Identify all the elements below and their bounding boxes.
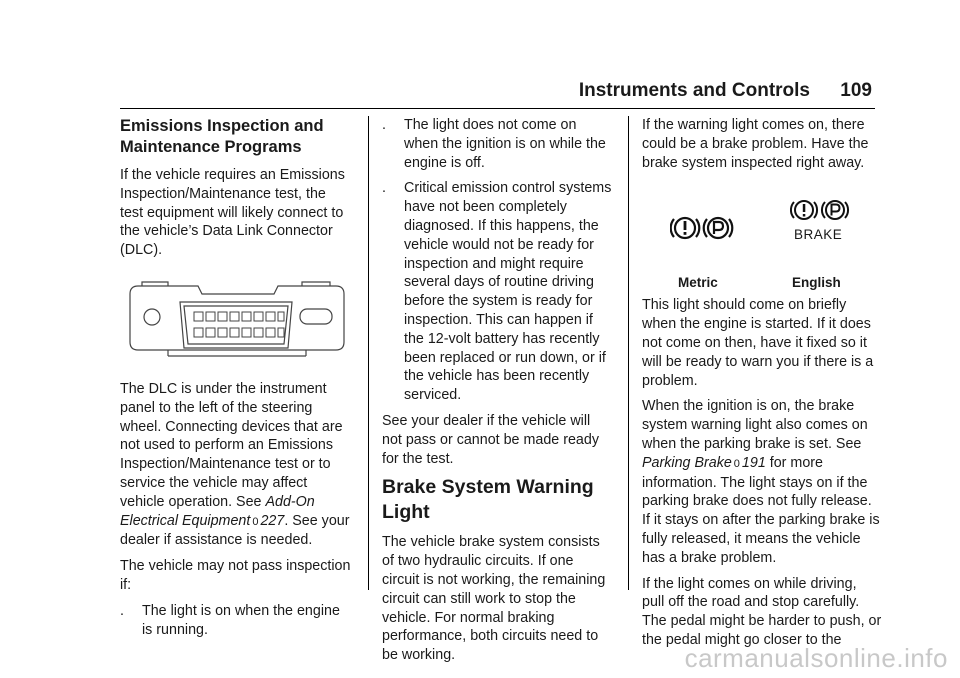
english-brake-symbol (790, 196, 850, 224)
page-header (0, 80, 960, 110)
bullet-marker: . (382, 117, 386, 133)
metric-label: Metric (678, 275, 718, 291)
metric-brake-symbol (670, 212, 734, 244)
english-label: English (792, 275, 841, 291)
list-item (382, 179, 614, 405)
bullet-text: The light is on when the engine is running. (142, 602, 340, 638)
column-divider-2 (628, 116, 629, 590)
brake-symbols-figure (642, 182, 882, 290)
add-on-equipment-link[interactable]: Add-On Electrical Equipment (120, 493, 315, 529)
parking-brake-page[interactable]: 191 (741, 454, 766, 471)
header-rule (120, 108, 875, 109)
exclamation-circle-icon (671, 218, 700, 238)
bullet-text: The light does not come on when the ignition is on while the engine is off. (404, 117, 606, 171)
dlc-connector-icon (128, 280, 346, 358)
dealer-note: See your dealer if the vehicle will not pass or cannot be made ready for the test. (382, 412, 599, 467)
exclamation-circle-icon (791, 201, 817, 219)
list-item (120, 602, 352, 640)
page-number: 109 (840, 80, 872, 101)
brake-word: BRAKE (794, 227, 843, 243)
watermark: carmanualsonline.info (684, 643, 948, 673)
column-divider-1 (368, 116, 369, 590)
section-title: Instruments and Controls (578, 80, 810, 101)
page-ref-arrow-icon: 0 (252, 515, 259, 528)
dlc-location-text: The DLC is under the instrument panel to the left of the steering wheel. Connecting devices that are not used to perform an Emissions Inspection/Maintenance test or to service the vehicle may affect vehicle operation. See Add-On Electrical Equipment 0 227. See your dealer if assistance is needed. (120, 380, 350, 549)
light-on-start-text: This light should come on briefly when the engine is started. If it does not come on then, have it fixed so it will be ready to warn you if there is a problem. (642, 297, 874, 389)
brake-warning-heading: Brake System Warning Light (382, 476, 594, 524)
emissions-intro: If the vehicle requires an Emissions Inspection/Maintenance test, the test equipment will likely connect to the vehicle’s Data Link Connector (DLC). (120, 167, 345, 259)
parking-p-circle-icon (704, 218, 733, 238)
parking-brake-link[interactable]: Parking Brake (642, 454, 732, 471)
parking-brake-text: When the ignition is on, the brake system warning light also comes on when the parking brake is set. See Parking Brake 0 191 for more information. The light stays on if the parking brake does not fully release. If it stays on after the parking brake is fully released, it means the vehicle has a brake problem. (642, 398, 880, 566)
list-item (382, 116, 614, 172)
bullet-marker: . (382, 180, 386, 197)
column-2 (382, 116, 614, 672)
page-ref-arrow-icon: 0 (733, 457, 740, 470)
light-while-driving-text: If the light comes on while driving, pull off the road and stop carefully. The pedal might be harder to push, or the pedal might go closer to the (642, 575, 882, 648)
bullet-text: Critical emission control systems have not been completely diagnosed. If this happens, the vehicle would not be ready for inspection and might require several days of routine driving before the system is ready for inspection. This can happen if the 12-volt battery has recently been replaced or run down, or if the vehicle has been recently serviced. (404, 180, 612, 404)
bullet-marker: . (120, 602, 124, 619)
column-1 (120, 116, 352, 646)
emissions-heading: Emissions Inspection and Maintenance Programs (120, 117, 324, 156)
column-3 (642, 116, 882, 657)
warning-light-text: If the warning light comes on, there could be a brake problem. Have the brake system inspected right away. (642, 117, 869, 171)
brake-system-text: The vehicle brake system consists of two hydraulic circuits. If one circuit is not working, the remaining circuit can still work to stop the vehicle. For normal braking performance, both circuits need to be working. (382, 534, 606, 664)
parking-p-circle-icon (822, 201, 848, 219)
inspection-fail-intro: The vehicle may not pass inspection if: (120, 558, 351, 593)
add-on-equipment-page[interactable]: 227 (260, 512, 285, 529)
